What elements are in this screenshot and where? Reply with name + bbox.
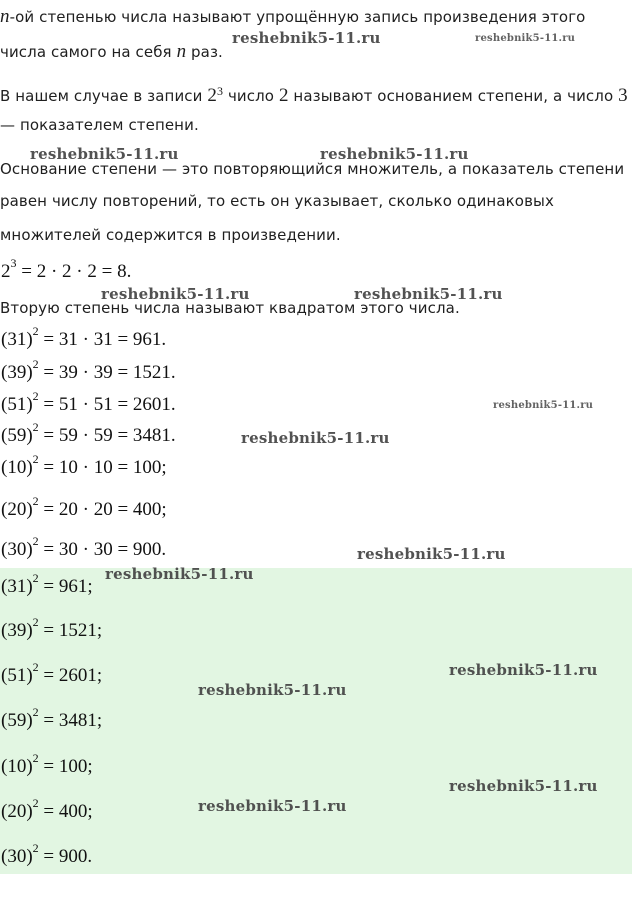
watermark: reshebnik5-11.ru bbox=[354, 285, 503, 303]
answer-rest: = 961; bbox=[38, 576, 93, 597]
paragraph-2-text-c: называют основанием степени, а число bbox=[288, 87, 619, 105]
power-exponent: 3 bbox=[216, 84, 224, 98]
answer-line bbox=[1, 614, 103, 642]
watermark: reshebnik5-11.ru bbox=[241, 429, 390, 447]
paragraph-3-line-1: Основание степени — это повторяющийся множитель, а показатель степени bbox=[0, 160, 625, 178]
answer-base: (30) bbox=[1, 846, 33, 867]
watermark: reshebnik5-11.ru bbox=[449, 661, 598, 679]
calc-base: (59) bbox=[1, 425, 33, 446]
calculation-line bbox=[1, 493, 167, 521]
calc-exponent: 2 bbox=[32, 451, 39, 466]
paragraph-1-text: -ой степенью числа называют упрощённую запись произведения этого bbox=[9, 8, 586, 26]
paragraph-1-text-start: числа самого на себя bbox=[0, 43, 177, 61]
number-three: 3 bbox=[618, 85, 628, 106]
watermark: reshebnik5-11.ru bbox=[30, 145, 179, 163]
calculation-line bbox=[1, 451, 167, 479]
calculation-line bbox=[1, 533, 167, 561]
calculation-line bbox=[1, 419, 176, 447]
answer-exponent: 2 bbox=[32, 795, 39, 810]
watermark: reshebnik5-11.ru bbox=[493, 400, 594, 411]
calc-base: (31) bbox=[1, 329, 33, 350]
formula-exponent: 3 bbox=[10, 255, 17, 270]
answer-rest: = 100; bbox=[38, 756, 93, 777]
answer-line bbox=[1, 659, 103, 687]
answer-exponent: 2 bbox=[32, 704, 39, 719]
answer-base: (59) bbox=[1, 710, 33, 731]
formula-rest: = 2 · 2 · 2 = 8. bbox=[16, 261, 132, 282]
answer-exponent: 2 bbox=[32, 614, 39, 629]
watermark: reshebnik5-11.ru bbox=[198, 797, 347, 815]
calc-exponent: 2 bbox=[32, 323, 39, 338]
paragraph-1-line-1 bbox=[0, 8, 585, 26]
answer-rest: = 2601; bbox=[38, 665, 103, 686]
answer-exponent: 2 bbox=[32, 659, 39, 674]
answer-base: (10) bbox=[1, 756, 33, 777]
power-base: 2 bbox=[207, 85, 217, 106]
calc-rest: = 51 · 51 = 2601. bbox=[38, 394, 176, 415]
paragraph-3-line-3: множителей содержится в произведении. bbox=[0, 226, 341, 244]
paragraph-2-text-a: В нашем случае в записи bbox=[0, 87, 208, 105]
calc-exponent: 2 bbox=[32, 356, 39, 371]
answer-base: (51) bbox=[1, 665, 33, 686]
answer-rest: = 900. bbox=[38, 846, 93, 867]
answer-rest: = 400; bbox=[38, 801, 93, 822]
example-formula bbox=[1, 255, 132, 283]
answer-line bbox=[1, 704, 103, 732]
calculation-line bbox=[1, 323, 167, 351]
variable-n: n bbox=[0, 6, 10, 27]
calc-rest: = 30 · 30 = 900. bbox=[38, 539, 167, 560]
answer-line bbox=[1, 840, 93, 868]
calculation-line bbox=[1, 388, 176, 416]
paragraph-3-line-2: равен числу повторений, то есть он указывает, сколько одинаковых bbox=[0, 192, 554, 210]
answer-exponent: 2 bbox=[32, 750, 39, 765]
calc-exponent: 2 bbox=[32, 388, 39, 403]
calc-rest: = 20 · 20 = 400; bbox=[38, 499, 167, 520]
paragraph-2-text-b: число bbox=[223, 87, 279, 105]
watermark: reshebnik5-11.ru bbox=[105, 565, 254, 583]
answer-rest: = 1521; bbox=[38, 620, 103, 641]
paragraph-2-line-2: — показателем степени. bbox=[0, 116, 199, 134]
answer-rest: = 3481; bbox=[38, 710, 103, 731]
answer-line bbox=[1, 570, 93, 598]
answer-line bbox=[1, 750, 93, 778]
calc-rest: = 31 · 31 = 961. bbox=[38, 329, 167, 350]
calc-rest: = 59 · 59 = 3481. bbox=[38, 425, 176, 446]
calc-base: (10) bbox=[1, 457, 33, 478]
answer-exponent: 2 bbox=[32, 840, 39, 855]
watermark: reshebnik5-11.ru bbox=[101, 285, 250, 303]
watermark: reshebnik5-11.ru bbox=[232, 29, 381, 47]
answer-base: (39) bbox=[1, 620, 33, 641]
answer-line bbox=[1, 795, 93, 823]
watermark: reshebnik5-11.ru bbox=[320, 145, 469, 163]
formula-base: 2 bbox=[1, 261, 11, 282]
calc-base: (51) bbox=[1, 394, 33, 415]
calc-exponent: 2 bbox=[32, 533, 39, 548]
watermark: reshebnik5-11.ru bbox=[198, 681, 347, 699]
calc-exponent: 2 bbox=[32, 493, 39, 508]
answer-base: (31) bbox=[1, 576, 33, 597]
watermark: reshebnik5-11.ru bbox=[357, 545, 506, 563]
paragraph-1-line-2 bbox=[0, 43, 223, 61]
variable-n: n bbox=[176, 41, 187, 62]
paragraph-4: Вторую степень числа называют квадратом этого числа. bbox=[0, 299, 460, 317]
calc-rest: = 39 · 39 = 1521. bbox=[38, 362, 176, 383]
watermark: reshebnik5-11.ru bbox=[449, 777, 598, 795]
answer-exponent: 2 bbox=[32, 570, 39, 585]
calc-rest: = 10 · 10 = 100; bbox=[38, 457, 167, 478]
paragraph-2-line-1 bbox=[0, 82, 628, 105]
calculation-line bbox=[1, 356, 176, 384]
calc-base: (39) bbox=[1, 362, 33, 383]
calc-base: (30) bbox=[1, 539, 33, 560]
calc-exponent: 2 bbox=[32, 419, 39, 434]
calc-base: (20) bbox=[1, 499, 33, 520]
paragraph-1-text-end: раз. bbox=[186, 43, 223, 61]
number-two: 2 bbox=[278, 85, 289, 106]
watermark: reshebnik5-11.ru bbox=[475, 33, 576, 44]
answer-base: (20) bbox=[1, 801, 33, 822]
